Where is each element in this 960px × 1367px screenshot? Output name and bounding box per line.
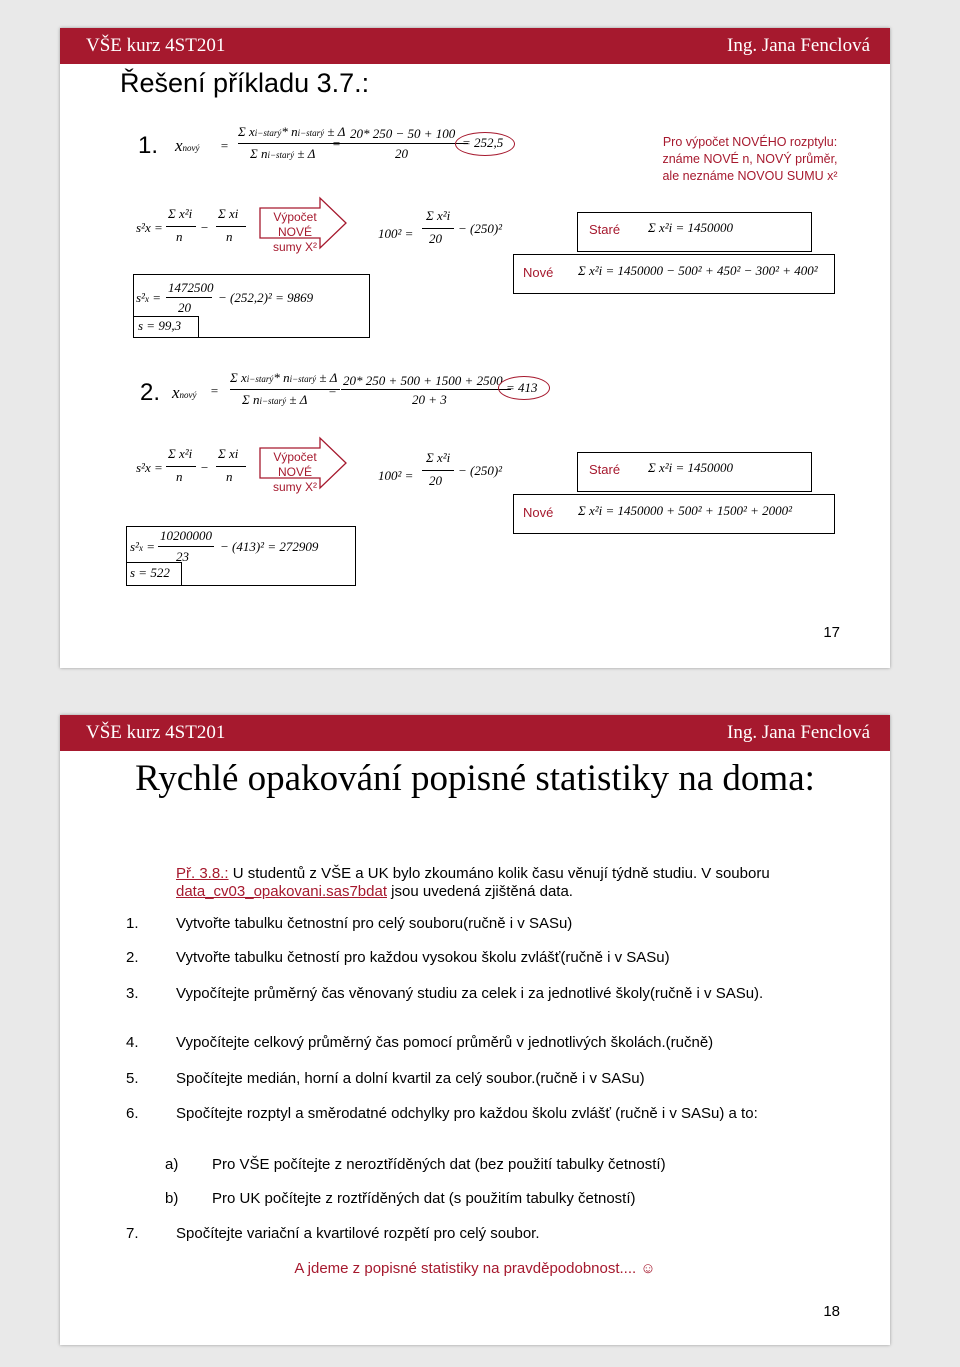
list-number: 2. xyxy=(126,949,139,966)
page-number: 18 xyxy=(823,1303,840,1320)
n: n xyxy=(176,229,183,244)
slide-header xyxy=(60,715,890,751)
fraction-line xyxy=(230,389,340,390)
slide-17: VŠE kurz 4ST201 Ing. Jana Fenclová Řešení příkladu 3.7.: 1. xnový = Σ xi−starý* ni−starý ± Δ Σ ni−starý ± Δ = 20* 250 − 50 + 100 20 = 252,5 Pro výpočet NOVÉHO rozptylu: známe NOVÉ n, NOVÝ průměr, ale neznáme NOVOU SUMU x² s²x = Σ x²i n − Σ xi n Výpočet NOVÉ sumy X² 100² = Σ x²i 20 − (250)² Staré Σ x²i = 1450000 Nové Σ x²i = 1450000 − 500² + 450² − 300² + 400² s²x = 1472500 20 − (252,2)² = 9869 s = 99,3 2. xnový = Σ xi−starý* ni−starý ± Δ Σ ni−starý ± Δ = 20* 250 + 500 + 1500 + 2500 20 + 3 = 413 s²x = Σ x²i n − Σ xi n Výpočet NOVÉ sumy X² 100² = Σ x²i 20 − (250)² Staré Σ x²i = 1450000 Nové Σ x²i = 1450000 + 500² + 1500² + 2000² s²x = 10200000 23 − (413)² = 272909 s = 522 17 xyxy=(60,28,890,668)
list-item: Vypočítejte průměrný čas věnovaný studiu za celek i za jednotlivé školy(ručně i v SASu). xyxy=(176,985,764,1002)
list-number: 7. xyxy=(126,1225,139,1242)
n: n xyxy=(176,469,183,484)
calc-minus: − (250)² xyxy=(458,221,503,236)
mean-denominator: Σ ni−starý ± Δ xyxy=(242,392,308,407)
mean-values-denominator: 20 xyxy=(395,146,408,161)
sublist-item: Pro VŠE počítejte z neroztříděných dat (bez použití tabulky četností) xyxy=(212,1156,666,1173)
fraction-line xyxy=(166,226,196,227)
equals: = xyxy=(210,383,219,398)
nove-formula: Σ x²i = 1450000 + 500² + 1500² + 2000² xyxy=(578,503,793,518)
author-label: Ing. Jana Fenclová xyxy=(727,722,870,743)
xbar: xnový xyxy=(175,136,200,155)
fraction-line xyxy=(422,470,454,471)
variance-denominator: 23 xyxy=(176,549,189,564)
equals: = xyxy=(220,138,229,153)
list-number: 4. xyxy=(126,1034,139,1051)
part-1-number: 1. xyxy=(138,132,159,159)
course-label: VŠE kurz 4ST201 xyxy=(86,722,226,743)
author-label: Ing. Jana Fenclová xyxy=(727,35,870,56)
fraction-line xyxy=(158,546,214,547)
mean-values-numerator: 20* 250 + 500 + 1500 + 2500 xyxy=(343,373,503,388)
slide-18 xyxy=(60,715,890,1345)
data-file-link[interactable]: data_cv03_opakovani.sas7bdat xyxy=(176,883,387,900)
fraction-line xyxy=(348,143,468,144)
variance-lhs: s²x = xyxy=(136,460,163,475)
fraction-line xyxy=(166,466,196,467)
sd-result: s = 99,3 xyxy=(138,318,182,333)
variance-result: − (252,2)² = 9869 xyxy=(218,290,314,305)
calc-denominator: 20 xyxy=(429,231,442,246)
calc-lhs: 100² = xyxy=(378,226,414,241)
mean-values-denominator: 20 + 3 xyxy=(412,392,447,407)
list-item: Spočítejte medián, horní a dolní kvartil za celý soubor.(ručně i v SASu) xyxy=(176,1070,645,1087)
variance-denominator: 20 xyxy=(178,300,191,315)
calc-lhs: 100² = xyxy=(378,468,414,483)
sum-x: Σ xi xyxy=(218,206,239,221)
variance-result: − (413)² = 272909 xyxy=(220,539,319,554)
fraction-line xyxy=(216,226,246,227)
sublist-number: b) xyxy=(165,1190,179,1207)
intro-paragraph xyxy=(176,865,816,901)
fraction-line xyxy=(341,389,511,390)
mean-numerator: Σ xi−starý* ni−starý ± Δ xyxy=(230,370,338,385)
calc-numerator: Σ x²i xyxy=(426,208,451,223)
n: n xyxy=(226,229,233,244)
stare-label: Staré xyxy=(589,462,621,477)
sublist-item: Pro UK počítejte z roztříděných dat (s použitím tabulky četností) xyxy=(212,1190,636,1207)
sublist-number: a) xyxy=(165,1156,179,1173)
variance-lhs: s²x = xyxy=(136,220,163,235)
fraction-line xyxy=(422,228,454,229)
sum-x2: Σ x²i xyxy=(168,446,193,461)
mean-denominator: Σ ni−starý ± Δ xyxy=(250,146,316,161)
list-item: Vypočítejte celkový průměrný čas pomocí průměrů v jednotlivých školách.(ručně) xyxy=(176,1034,714,1051)
list-item: Spočítejte rozptyl a směrodatné odchylky pro každou školu zvlášť (ručně i v SASu) a to: xyxy=(176,1105,758,1122)
stare-formula: Σ x²i = 1450000 xyxy=(648,220,734,235)
mean-result: = 413 xyxy=(506,380,538,395)
nove-label: Nové xyxy=(523,265,554,280)
stare-label: Staré xyxy=(589,222,621,237)
sum-x2: Σ x²i xyxy=(168,206,193,221)
slide-header xyxy=(60,28,890,64)
sum-x: Σ xi xyxy=(218,446,239,461)
page-title: Řešení příkladu 3.7.: xyxy=(120,68,370,98)
n: n xyxy=(226,469,233,484)
part-2-number: 2. xyxy=(140,379,161,406)
page-number: 17 xyxy=(823,624,840,641)
stare-formula: Σ x²i = 1450000 xyxy=(648,460,734,475)
xbar: xnový xyxy=(172,383,197,402)
list-number: 3. xyxy=(126,985,139,1002)
calc-minus: − (250)² xyxy=(458,463,503,478)
calc-numerator: Σ x²i xyxy=(426,450,451,465)
example-label: Př. 3.8.: xyxy=(176,865,229,882)
fraction-line xyxy=(216,466,246,467)
course-label: VŠE kurz 4ST201 xyxy=(86,35,226,56)
list-item: Spočítejte variační a kvartilové rozpětí pro celý soubor. xyxy=(176,1225,540,1242)
nove-formula: Σ x²i = 1450000 − 500² + 450² − 300² + 400² xyxy=(578,263,818,278)
intro-end: jsou uvedená zjištěná data. xyxy=(387,883,573,900)
fraction-line xyxy=(166,297,212,298)
mean-result: = 252,5 xyxy=(462,135,504,150)
variance-numerator: 10200000 xyxy=(160,528,212,543)
sd-result: s = 522 xyxy=(130,565,170,580)
list-item: Vytvořte tabulku četností pro každou vysokou školu zvlášť(ručně i v SASu) xyxy=(176,949,670,966)
list-item: Vytvořte tabulku četnostní pro celý souboru(ručně i v SASu) xyxy=(176,915,573,932)
nove-label: Nové xyxy=(523,505,554,520)
mean-numerator: Σ xi−starý* ni−starý ± Δ xyxy=(238,124,346,139)
list-number: 6. xyxy=(126,1105,139,1122)
list-number: 1. xyxy=(126,915,139,932)
closing-text: A jdeme z popisné statistiky na pravděpodobnost.... ☺ xyxy=(294,1260,656,1277)
page-title: Rychlé opakování popisné statistiky na doma: xyxy=(135,758,815,799)
arrow-label: Výpočet NOVÉ sumy X² xyxy=(272,210,317,254)
calc-denominator: 20 xyxy=(429,473,442,488)
arrow-label: Výpočet NOVÉ sumy X² xyxy=(272,450,317,494)
mean-values-numerator: 20* 250 − 50 + 100 xyxy=(350,126,456,141)
note: Pro výpočet NOVÉHO rozptylu: známe NOVÉ n, NOVÝ průměr, ale neznáme NOVOU SUMU x² xyxy=(662,135,838,183)
list-number: 5. xyxy=(126,1070,139,1087)
intro-text: U studentů z VŠE a UK bylo zkoumáno kolik času věnují týdně studiu. V souboru xyxy=(228,865,770,882)
variance-numerator: 1472500 xyxy=(168,280,214,295)
